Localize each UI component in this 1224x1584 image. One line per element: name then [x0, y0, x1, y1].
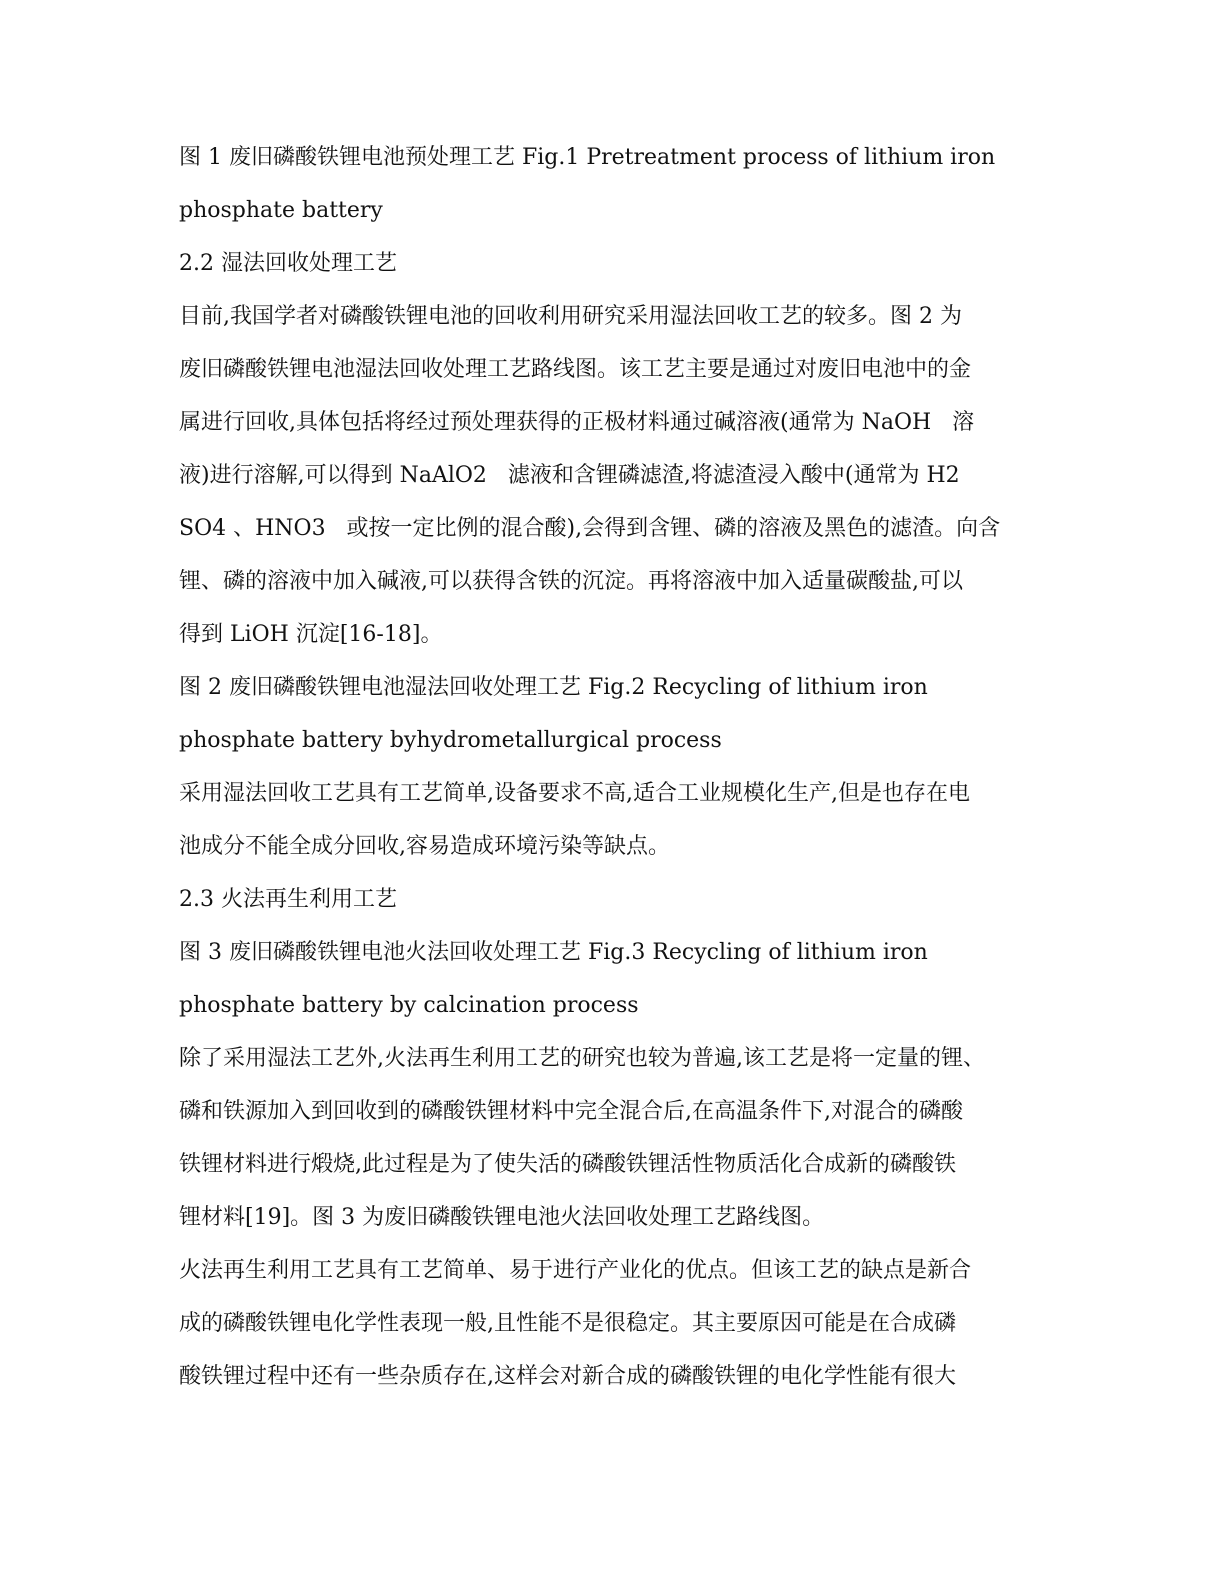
paragraph-line: 采用湿法回收工艺具有工艺简单,设备要求不高,适合工业规模化生产,但是也存在电 [179, 781, 970, 806]
figure-2-caption-continued: phosphate battery byhydrometallurgical process [179, 728, 722, 753]
paragraph-line: 池成分不能全成分回收,容易造成环境污染等缺点。 [179, 834, 670, 859]
paragraph-line: SO4 、HNO3 或按一定比例的混合酸),会得到含锂、磷的溶液及黑色的滤渣。向含 [179, 516, 1001, 541]
section-heading-2-3: 2.3 火法再生利用工艺 [179, 887, 397, 912]
paragraph-line: 锂材料[19]。图 3 为废旧磷酸铁锂电池火法回收处理工艺路线图。 [179, 1205, 825, 1230]
paragraph-line: 成的磷酸铁锂电化学性表现一般,且性能不是很稳定。其主要原因可能是在合成磷 [179, 1311, 956, 1336]
figure-1-caption-continued: phosphate battery [179, 198, 383, 223]
paragraph-line: 铁锂材料进行煅烧,此过程是为了使失活的磷酸铁锂活性物质活化合成新的磷酸铁 [179, 1152, 956, 1177]
figure-1-caption: 图 1 废旧磷酸铁锂电池预处理工艺 Fig.1 Pretreatment process of lithium iron [179, 145, 996, 170]
figure-3-caption-continued: phosphate battery by calcination process [179, 993, 639, 1018]
section-heading-2-2: 2.2 湿法回收处理工艺 [179, 251, 397, 276]
paragraph-line: 酸铁锂过程中还有一些杂质存在,这样会对新合成的磷酸铁锂的电化学性能有很大 [179, 1364, 956, 1389]
figure-3-caption: 图 3 废旧磷酸铁锂电池火法回收处理工艺 Fig.3 Recycling of lithium iron [179, 940, 928, 965]
paragraph-line: 液)进行溶解,可以得到 NaAlO2 滤液和含锂磷滤渣,将滤渣浸入酸中(通常为 H2 [179, 463, 960, 488]
paragraph-line: 得到 LiOH 沉淀[16-18]。 [179, 622, 443, 647]
paragraph-line: 目前,我国学者对磷酸铁锂电池的回收利用研究采用湿法回收工艺的较多。图 2 为 [179, 304, 962, 329]
paragraph-line: 除了采用湿法工艺外,火法再生利用工艺的研究也较为普遍,该工艺是将一定量的锂、 [179, 1046, 985, 1071]
paragraph-line: 磷和铁源加入到回收到的磷酸铁锂材料中完全混合后,在高温条件下,对混合的磷酸 [179, 1099, 963, 1124]
figure-2-caption: 图 2 废旧磷酸铁锂电池湿法回收处理工艺 Fig.2 Recycling of lithium iron [179, 675, 928, 700]
paragraph-line: 火法再生利用工艺具有工艺简单、易于进行产业化的优点。但该工艺的缺点是新合 [179, 1258, 972, 1283]
paragraph-line: 锂、磷的溶液中加入碱液,可以获得含铁的沉淀。再将溶液中加入适量碳酸盐,可以 [179, 569, 963, 594]
paragraph-line: 属进行回收,具体包括将经过预处理获得的正极材料通过碱溶液(通常为 NaOH 溶 [179, 410, 975, 435]
paragraph-line: 废旧磷酸铁锂电池湿法回收处理工艺路线图。该工艺主要是通过对废旧电池中的金 [179, 357, 972, 382]
